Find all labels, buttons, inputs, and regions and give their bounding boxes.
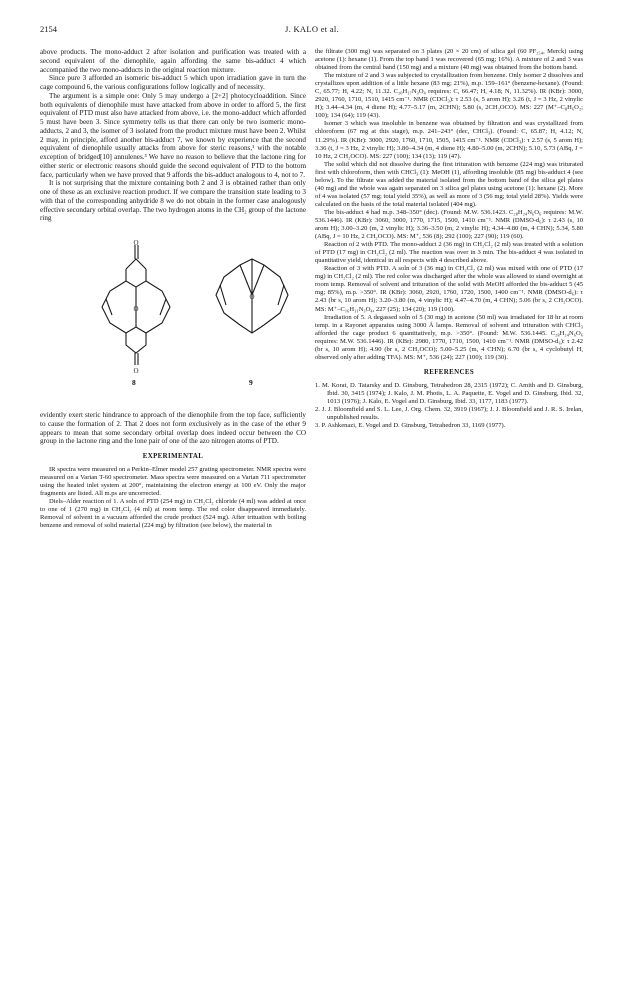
- running-title: J. KALO et al.: [285, 24, 340, 34]
- paragraph: Since pure 3 afforded an isomeric bis-adduct 5 which upon irradiation gave in turn the cage compound 6, the various configurations follow logically and of necessity.: [40, 74, 306, 91]
- structure-label: 8: [132, 378, 136, 387]
- page-number: 2154: [40, 24, 57, 34]
- chemical-structures-figure: [40, 229, 306, 407]
- paragraph: the filtrate (300 mg) was separated on 3 plates (20 × 20 cm) of silica gel (60 PF₂₅₄, Merck) using acetone (1): hexane (1). From the top band 1 was recovered (65 mg; 16%). A mixture of 2 and 3 was obtained from the central band (150 mg) and a mixture (40 mg) was obtained from the bottom band.: [315, 48, 583, 72]
- paragraph: Isomer 3 which was insoluble in benzene was obtained by filtration and was crystallized from chloroform (67 mg at this stage), m.p. 241–243° (dec, CHCl₃). (Found: C, 65.87; H, 4.12; N, 11.29%). IR (KBr): 3000, 2920, 1760, 1710, 1505, 1415 cm⁻¹. NMR (CDCl₃): τ 2.57 (s, 5 arom H); 3.36 (t, J = 3 Hz, 2 vinylic H); 3.80–4.34 (m, 4 diene H); 4.80–5.00 (m, 2CHN); 5.10, 5.73 (ABq, J = 10 Hz, 2 CH₂OCO). MS: 227 (100); 134 (13); 119 (47).: [315, 120, 583, 160]
- paragraph: Reaction of 2 with PTD. The mono-adduct 2 (36 mg) in CH₂Cl₂ (2 ml) was treated with a solution of PTD (17 mg) in CH₂Cl₂ (2 ml). The reaction was over in 3 min. The bis-adduct 4 was isolated in quantitative yield, identical in all respects with 4 described above.: [315, 241, 583, 265]
- paragraph: IR spectra were measured on a Perkin–Elmer model 257 grating spectrometer. NMR spectra were measured on a Varian T-60 spectrometer. Mass spectra were measured on a Varian 711 spectrometer using the heated inlet system at 200°, maintaining the electron energy at 100 eV. Only the major fragments are listed. All m.ps are uncorrected.: [40, 465, 306, 497]
- svg-text:O: O: [133, 239, 139, 247]
- svg-text:O: O: [133, 305, 139, 313]
- paragraph: It is not surprising that the mixture containing both 2 and 3 is obtained rather than only one of these as an exclusive reaction product. If we compare the transition state leading to 3 with that of the corresponding anhydride 8 we do not obtain in the former case analogously effective secondary orbital overlap. The two hydrogen atoms in the CH₂ group of the lactone ring: [40, 179, 306, 223]
- paragraph: The argument is a simple one: Only 5 may undergo a [2+2] photocycloaddition. Since both equivalents of dienophile must have attacked from above in order to afford 5, the first equivalent of PTD must also have attacked from above, i.e. the mono-adduct which afforded 5 must have been 3. Since symmetry tells us that there can only be two isomeric mono-adducts, 2 and 3, the isomer of 3 isolated from the product mixture must have been 2. Whilst 2 may, in principle, afford another bis-adduct 7, we known by experience that the second equivalent of dienophile usually attacks from above for steric reasons,¹ with the notable exception of bridged[10] annulenes.³ We have no reason to believe that the lactone ring for either steric or electronic reasons should guide the second equivalent of PTD to the bottom face, particularly when we have proved that 9 affords the bis-adduct analogous to 4, not to 7.: [40, 91, 306, 179]
- paragraph: Diels–Alder reaction of 1. A soln of PTD (254 mg) in CH₂Cl₂ chloride (4 ml) was added at once to one of 1 (270 mg) in CH₂Cl₂ (4 ml) at room temp. The red color disappeared immediately. Removal of solvent in a vacuum afforded the crude product (524 mg). After trituation with boiling benzene and removal of solid material (224 mg) by filtration (see below), the material in: [40, 497, 306, 530]
- experimental-heading: EXPERIMENTAL: [142, 453, 204, 460]
- svg-text:O: O: [133, 367, 139, 375]
- reference-item: 3. P. Ashkenazi, E. Vogel and D. Ginsburg, Tetrahedron 33, 1169 (1977).: [315, 421, 506, 429]
- right-column: [315, 48, 583, 430]
- svg-text:O: O: [249, 293, 255, 301]
- references-heading: REFERENCES: [423, 368, 475, 376]
- reference-item: 2. J. J. Bloomfield and S. L. Lee, J. Org. Chem. 32, 3919 (1967); J. J. Bloomfield and J. R. S. Irelan, unpublished results.: [315, 405, 583, 421]
- left-column: [40, 48, 306, 530]
- references-list: [315, 382, 583, 430]
- structure-label: 9: [249, 378, 253, 387]
- paragraph: evidently exert steric hindrance to approach of the dienophile from the top face, sufficiently to cause the formation of 2. That 2 does not form exclusively as in the case of the ether 9 appears to mean that some secondary orbital overlap does indeed occur between the CO group in the lactone ring and the lone pair of one of the azo nitrogen atoms of PTD.: [40, 411, 306, 446]
- paragraph: The mixture of 2 and 3 was subjected to crystallization from benzene. Only isomer 2 dissolves and crystallizes upon addition of a little hexane (83 mg; 21%), m.p. 159–161° (benzene-hexane). (Found: C, 65.77; H, 4.22; N, 11.32. C₂₀H₁₇N₃O₄ requires: C, 66.47; H, 4.18; N, 11.32%). IR (KBr): 3000, 2920, 1760, 1710, 1510, 1415 cm⁻¹. NMR (CDCl₃): τ 2.53 (s, 5 arom H); 3.26 (t, J = 3 Hz, 2 vinylic H); 3.44–4.34 (m, 4 diene H); 4.77–5.17 (m, 2CHN); 5.80 (s, 2CH₂OCO). MS: 227 (M⁺–C₈H₆O₂; 100); 134 (64); 119 (43).: [315, 72, 583, 120]
- paragraph: The bis-adduct 4 had m.p. 348–350° (dec). (Found: M.W. 536.1423. C₂₈H₂₄N₆O₆ requires: M.W. 536.1446). IR (KBr): 3060, 3000, 1770, 1715, 1500, 1410 cm⁻¹. NMR (DMSO-d₆): τ 2.43 (s, 10 arom H); 3.00–3.20 (m, 2 vinylic H); 3.36–3.50 (m, 2 vinylic H); 4.34–4.80 (m, 4 CHN); 5.34, 5.80 (ABq, J = 10 Hz, 2 CH₂OCO). MS: M⁺, 536 (8); 292 (100); 227 (90); 119 (60).: [315, 208, 583, 241]
- paragraph: Reaction of 3 with PTD. A soln of 3 (36 mg) in CH₂Cl₂ (2 ml) was mixed with one of PTD (17 mg) in CH₂Cl₂ (2 ml). The red color was discharged after the whole was allowed to stand overnight at room temp. Removal of solvent and trituration of the solid with MeOH afforded the bis-adduct 5 (45 mg; 85%), m.p. >350°. IR (KBr): 3060, 2920, 1760, 1720, 1500, 1400 cm⁻¹. NMR (DMSO-d₆): τ 2.43 (br s, 10 arom H); 3.20–3.80 (m, 4 vinylic H); 4.47–4.70 (m, 4 CHN); 5.06 (br s, 2 CH₂OCO). MS: M⁺–C₁₆H₁₁N₃O₄, 227 (25); 134 (20); 119 (100).: [315, 265, 583, 313]
- paragraph: Irradiation of 5. A degassed soln of 5 (30 mg) in acetone (50 ml) was irradiated for 18 hr at room temp. in a Rayonet apparatus using 3000 Å lamps. Removal of solvent and trituration with CHCl₃ afforded the cage product 6 quantitatively, m.p. >350°. (Found: M.W. 536.1445. C₂₈H₂₄N₆O₆ requires: M.W. 536.1446). IR (KBr): 2980, 1770, 1710, 1500, 1410 cm⁻¹. NMR (DMSO-d₆): τ 2.42 (br s, 10 arom H); 4.90 (br s, 2 CH₂OCO); 5.00–5.25 (m, 4 CHN); 6.70 (br s, 4 cyclobutyl H, observed only after adding TFA). MS: M⁺, 536 (24); 227 (100); 119 (30).: [315, 313, 583, 361]
- reference-item: 1. M. Korat, D. Tatarsky and D. Ginsburg, Tetrahedron 28, 2315 (1972); C. Amith and D. Ginsburg, Ibid. 30, 3415 (1974); J. Kalo, J. M. Photis, L. A. Paquette, E. Vogel and D. Ginsburg, Ibid. 32, 1013 (1976); J. Kalo, E. Vogel and D. Ginsburg, Ibid. 33, 1177, 1183 (1977).: [315, 381, 583, 405]
- structures-drawing: [40, 229, 306, 407]
- paragraph: above products. The mono-adduct 2 after isolation and purification was treated with a second equivalent of the dienophile, again affording the same bis-adduct 4 which accompanied the two mono-adducts in the original reaction mixture.: [40, 48, 306, 74]
- paragraph: The solid which did not dissolve during the first trituration with benzene (224 mg) was triturated first with chloroform, then with CHCl₃ (1): MeOH (1), affording insoluble (85 mg) bis-adduct 4 (see below). To the filtrate was added the material isolated from the bottom band of the silica gel plates (40 mg) and the whole was again separated on 3 silica gel plates using acetone (1): hexane (2). More of 4 was isolated (57 mg; total yield 35%), as well as more of 3 (56 mg; total yield 28%). Yields were calculated on the basis of the total material isolated (404 mg).: [315, 160, 583, 208]
